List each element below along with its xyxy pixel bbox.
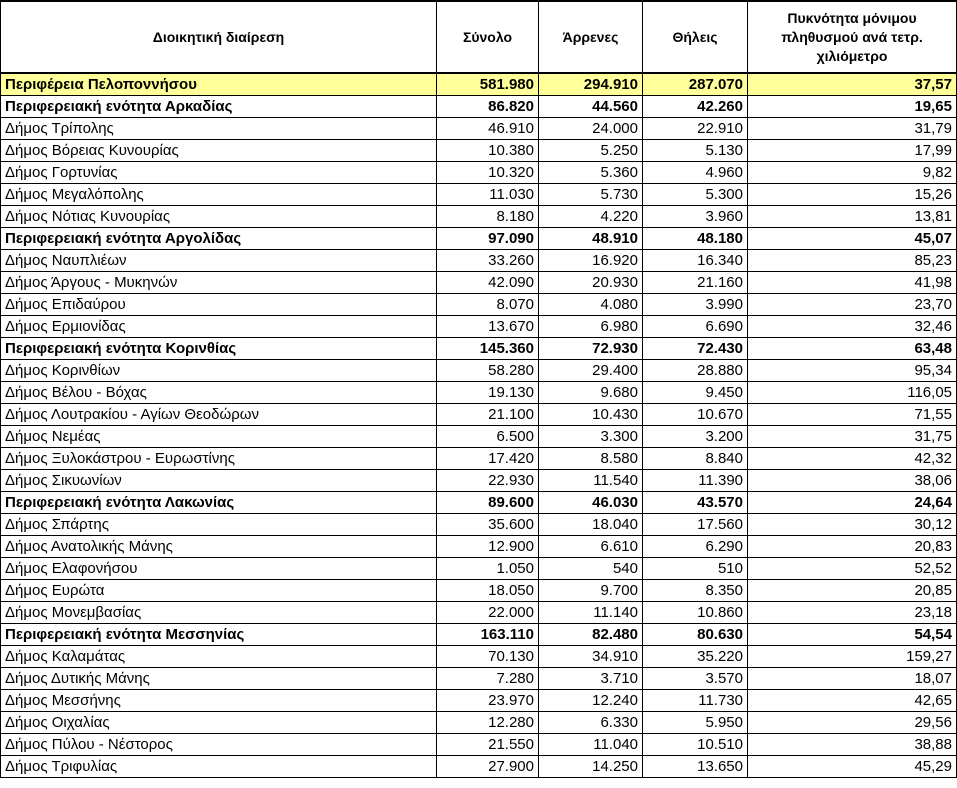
cell-males: 5.730 (539, 184, 643, 206)
cell-total: 86.820 (437, 96, 539, 118)
cell-density: 71,55 (748, 404, 957, 426)
cell-division: Δήμος Λουτρακίου - Αγίων Θεοδώρων (1, 404, 437, 426)
cell-total: 12.900 (437, 536, 539, 558)
cell-total: 18.050 (437, 580, 539, 602)
table-row (1, 646, 957, 668)
header-females: Θήλεις (643, 1, 748, 73)
cell-density: 17,99 (748, 140, 957, 162)
cell-total: 27.900 (437, 756, 539, 778)
cell-division: Περιφερειακή ενότητα Λακωνίας (1, 492, 437, 514)
cell-total: 21.550 (437, 734, 539, 756)
cell-females: 72.430 (643, 338, 748, 360)
cell-division: Δήμος Βόρειας Κυνουρίας (1, 140, 437, 162)
cell-females: 42.260 (643, 96, 748, 118)
cell-total: 10.380 (437, 140, 539, 162)
table-row (1, 712, 957, 734)
cell-total: 22.000 (437, 602, 539, 624)
cell-females: 3.990 (643, 294, 748, 316)
cell-division: Δήμος Γορτυνίας (1, 162, 437, 184)
table-row (1, 294, 957, 316)
cell-females: 6.690 (643, 316, 748, 338)
cell-density: 18,07 (748, 668, 957, 690)
cell-females: 5.300 (643, 184, 748, 206)
cell-density: 31,75 (748, 426, 957, 448)
table-row (1, 118, 957, 140)
cell-total: 89.600 (437, 492, 539, 514)
cell-total: 10.320 (437, 162, 539, 184)
cell-females: 3.200 (643, 426, 748, 448)
table-row (1, 690, 957, 712)
cell-density: 42,65 (748, 690, 957, 712)
cell-males: 12.240 (539, 690, 643, 712)
cell-males: 6.980 (539, 316, 643, 338)
cell-density: 15,26 (748, 184, 957, 206)
cell-females: 510 (643, 558, 748, 580)
cell-males: 14.250 (539, 756, 643, 778)
cell-total: 58.280 (437, 360, 539, 382)
table-row (1, 162, 957, 184)
cell-division: Δήμος Βέλου - Βόχας (1, 382, 437, 404)
cell-females: 48.180 (643, 228, 748, 250)
table-row (1, 756, 957, 778)
table-row (1, 382, 957, 404)
cell-density: 41,98 (748, 272, 957, 294)
cell-males: 9.680 (539, 382, 643, 404)
header-total: Σύνολο (437, 1, 539, 73)
cell-total: 42.090 (437, 272, 539, 294)
cell-division: Δήμος Επιδαύρου (1, 294, 437, 316)
table-row (1, 668, 957, 690)
cell-males: 11.540 (539, 470, 643, 492)
cell-division: Περιφέρεια Πελοποννήσου (1, 73, 437, 96)
cell-males: 72.930 (539, 338, 643, 360)
table-row (1, 426, 957, 448)
cell-females: 43.570 (643, 492, 748, 514)
cell-males: 44.560 (539, 96, 643, 118)
cell-division: Περιφερειακή ενότητα Αργολίδας (1, 228, 437, 250)
cell-density: 116,05 (748, 382, 957, 404)
cell-density: 38,06 (748, 470, 957, 492)
cell-females: 3.960 (643, 206, 748, 228)
cell-total: 163.110 (437, 624, 539, 646)
cell-females: 28.880 (643, 360, 748, 382)
cell-total: 8.070 (437, 294, 539, 316)
cell-total: 8.180 (437, 206, 539, 228)
cell-males: 540 (539, 558, 643, 580)
cell-division: Δήμος Νότιας Κυνουρίας (1, 206, 437, 228)
cell-females: 6.290 (643, 536, 748, 558)
cell-density: 24,64 (748, 492, 957, 514)
cell-division: Δήμος Ερμιονίδας (1, 316, 437, 338)
cell-density: 20,83 (748, 536, 957, 558)
cell-females: 5.130 (643, 140, 748, 162)
header-division: Διοικητική διαίρεση (1, 1, 437, 73)
cell-females: 11.390 (643, 470, 748, 492)
cell-males: 29.400 (539, 360, 643, 382)
cell-division: Δήμος Τριφυλίας (1, 756, 437, 778)
regional-unit-row (1, 228, 957, 250)
table-row (1, 558, 957, 580)
regional-unit-row (1, 338, 957, 360)
cell-males: 4.080 (539, 294, 643, 316)
cell-density: 52,52 (748, 558, 957, 580)
cell-division: Δήμος Ευρώτα (1, 580, 437, 602)
cell-division: Δήμος Σπάρτης (1, 514, 437, 536)
cell-females: 10.670 (643, 404, 748, 426)
cell-density: 23,18 (748, 602, 957, 624)
cell-females: 9.450 (643, 382, 748, 404)
cell-density: 95,34 (748, 360, 957, 382)
cell-division: Δήμος Σικυωνίων (1, 470, 437, 492)
cell-males: 24.000 (539, 118, 643, 140)
table-row (1, 272, 957, 294)
cell-total: 145.360 (437, 338, 539, 360)
regional-unit-row (1, 624, 957, 646)
cell-density: 159,27 (748, 646, 957, 668)
cell-division: Δήμος Ανατολικής Μάνης (1, 536, 437, 558)
cell-density: 19,65 (748, 96, 957, 118)
cell-division: Δήμος Τρίπολης (1, 118, 437, 140)
table-row (1, 206, 957, 228)
cell-total: 22.930 (437, 470, 539, 492)
table-row (1, 140, 957, 162)
cell-males: 5.360 (539, 162, 643, 184)
cell-males: 20.930 (539, 272, 643, 294)
cell-total: 97.090 (437, 228, 539, 250)
cell-total: 19.130 (437, 382, 539, 404)
cell-females: 8.840 (643, 448, 748, 470)
cell-males: 8.580 (539, 448, 643, 470)
cell-total: 7.280 (437, 668, 539, 690)
cell-females: 3.570 (643, 668, 748, 690)
regional-unit-row (1, 492, 957, 514)
cell-division: Περιφερειακή ενότητα Μεσσηνίας (1, 624, 437, 646)
cell-density: 29,56 (748, 712, 957, 734)
cell-females: 4.960 (643, 162, 748, 184)
cell-density: 85,23 (748, 250, 957, 272)
cell-females: 11.730 (643, 690, 748, 712)
cell-division: Δήμος Ξυλοκάστρου - Ευρωστίνης (1, 448, 437, 470)
cell-females: 80.630 (643, 624, 748, 646)
table-row (1, 316, 957, 338)
cell-total: 21.100 (437, 404, 539, 426)
cell-males: 6.330 (539, 712, 643, 734)
cell-females: 22.910 (643, 118, 748, 140)
cell-total: 581.980 (437, 73, 539, 96)
cell-females: 287.070 (643, 73, 748, 96)
cell-density: 20,85 (748, 580, 957, 602)
cell-density: 42,32 (748, 448, 957, 470)
cell-males: 9.700 (539, 580, 643, 602)
cell-density: 37,57 (748, 73, 957, 96)
table-row (1, 514, 957, 536)
cell-females: 8.350 (643, 580, 748, 602)
cell-males: 16.920 (539, 250, 643, 272)
cell-density: 45,07 (748, 228, 957, 250)
cell-males: 4.220 (539, 206, 643, 228)
cell-total: 70.130 (437, 646, 539, 668)
cell-females: 13.650 (643, 756, 748, 778)
cell-total: 17.420 (437, 448, 539, 470)
cell-males: 3.710 (539, 668, 643, 690)
table-row (1, 448, 957, 470)
cell-division: Δήμος Οιχαλίας (1, 712, 437, 734)
cell-total: 1.050 (437, 558, 539, 580)
regional-unit-row (1, 96, 957, 118)
table-row (1, 404, 957, 426)
cell-density: 23,70 (748, 294, 957, 316)
cell-division: Δήμος Δυτικής Μάνης (1, 668, 437, 690)
cell-males: 3.300 (539, 426, 643, 448)
cell-density: 30,12 (748, 514, 957, 536)
header-density: Πυκνότητα μόνιμου πληθυσμού ανά τετρ. χιλιόμετρο (748, 1, 957, 73)
cell-density: 9,82 (748, 162, 957, 184)
cell-males: 18.040 (539, 514, 643, 536)
cell-division: Δήμος Μεσσήνης (1, 690, 437, 712)
cell-females: 21.160 (643, 272, 748, 294)
cell-total: 46.910 (437, 118, 539, 140)
cell-females: 10.510 (643, 734, 748, 756)
cell-females: 16.340 (643, 250, 748, 272)
cell-division: Περιφερειακή ενότητα Αρκαδίας (1, 96, 437, 118)
cell-total: 13.670 (437, 316, 539, 338)
cell-density: 32,46 (748, 316, 957, 338)
cell-total: 11.030 (437, 184, 539, 206)
header-row (1, 1, 957, 73)
cell-males: 6.610 (539, 536, 643, 558)
table-body (1, 73, 957, 778)
cell-division: Δήμος Καλαμάτας (1, 646, 437, 668)
cell-total: 33.260 (437, 250, 539, 272)
cell-males: 82.480 (539, 624, 643, 646)
cell-division: Δήμος Νεμέας (1, 426, 437, 448)
cell-division: Περιφερειακή ενότητα Κορινθίας (1, 338, 437, 360)
cell-females: 17.560 (643, 514, 748, 536)
cell-division: Δήμος Μεγαλόπολης (1, 184, 437, 206)
cell-total: 23.970 (437, 690, 539, 712)
cell-division: Δήμος Πύλου - Νέστορος (1, 734, 437, 756)
cell-total: 6.500 (437, 426, 539, 448)
cell-division: Δήμος Κορινθίων (1, 360, 437, 382)
cell-density: 31,79 (748, 118, 957, 140)
cell-females: 35.220 (643, 646, 748, 668)
cell-males: 11.140 (539, 602, 643, 624)
cell-total: 12.280 (437, 712, 539, 734)
header-males: Άρρενες (539, 1, 643, 73)
cell-males: 48.910 (539, 228, 643, 250)
cell-division: Δήμος Ναυπλιέων (1, 250, 437, 272)
table-row (1, 602, 957, 624)
table-row (1, 734, 957, 756)
cell-density: 38,88 (748, 734, 957, 756)
cell-density: 13,81 (748, 206, 957, 228)
cell-males: 5.250 (539, 140, 643, 162)
cell-females: 5.950 (643, 712, 748, 734)
cell-density: 54,54 (748, 624, 957, 646)
cell-division: Δήμος Ελαφονήσου (1, 558, 437, 580)
cell-division: Δήμος Μονεμβασίας (1, 602, 437, 624)
cell-division: Δήμος Άργους - Μυκηνών (1, 272, 437, 294)
table-row (1, 250, 957, 272)
table-row (1, 360, 957, 382)
cell-males: 294.910 (539, 73, 643, 96)
table-row (1, 580, 957, 602)
cell-density: 63,48 (748, 338, 957, 360)
table-row (1, 536, 957, 558)
cell-males: 10.430 (539, 404, 643, 426)
cell-males: 46.030 (539, 492, 643, 514)
cell-density: 45,29 (748, 756, 957, 778)
table-row (1, 470, 957, 492)
cell-males: 11.040 (539, 734, 643, 756)
cell-females: 10.860 (643, 602, 748, 624)
table-row (1, 184, 957, 206)
cell-males: 34.910 (539, 646, 643, 668)
region-row (1, 73, 957, 96)
cell-total: 35.600 (437, 514, 539, 536)
